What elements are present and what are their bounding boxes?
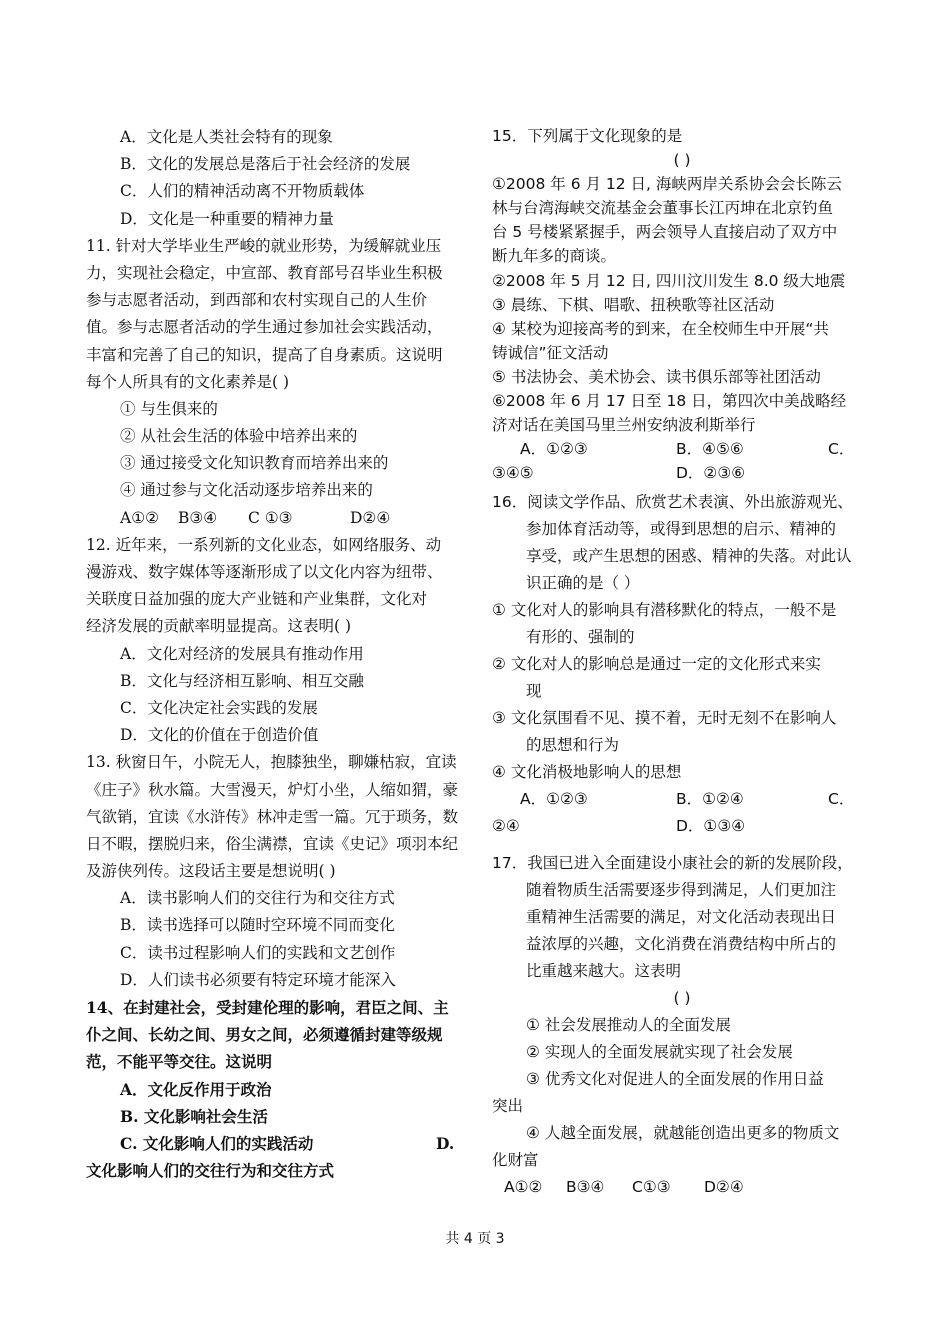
q12-option-b: B．文化与经济相互影响、相互交融 xyxy=(120,671,364,690)
q14-stem-line: 14、在封建社会，受封建伦理的影响，君臣之间、主 xyxy=(86,998,449,1017)
q13-stem-line: 日不暇，摆脱归来，俗尘满襟，宜读《史记》项羽本纪 xyxy=(86,834,459,853)
q12-option-c: C．文化决定社会实践的发展 xyxy=(120,698,318,717)
q13-stem-line: 《庄子》秋水篇。大雪漫天，炉灯小坐，人缩如猬，豪 xyxy=(86,780,459,799)
q12-stem-line: 漫游戏、数字媒体等逐渐形成了以文化内容为纽带、 xyxy=(86,563,443,581)
q15-item-line: 台 5 号楼紧紧握手，两会领导人直接启动了双方中 xyxy=(492,223,838,242)
q17-stem-line: 重精神生活需要的满足，对文化活动表现出日 xyxy=(526,908,837,927)
q10-option-a: A．文化是人类社会特有的现象 xyxy=(120,128,333,146)
q11-item: ② 从社会生活的体验中培养出来的 xyxy=(120,427,358,446)
q11-item: ④ 通过参与文化活动逐步培养出来的 xyxy=(120,481,373,500)
q17-item-1: ① 社会发展推动人的全面发展 xyxy=(526,1016,731,1035)
q17-choice-c: C①③ xyxy=(632,1178,671,1197)
q11-stem-line: 值。参与志愿者活动的学生通过参加社会实践活动， xyxy=(86,318,443,337)
q17-stem-line: 比重越来越大。这表明 xyxy=(526,962,682,981)
q14-option-a: A．文化反作用于政治 xyxy=(120,1079,272,1099)
q17-item-3: ③ 优秀文化对促进人的全面发展的作用日益 xyxy=(526,1070,824,1089)
q12-option-a: A．文化对经济的发展具有推动作用 xyxy=(120,644,364,663)
q15-choice-b: B．④⑤⑥ xyxy=(676,440,744,459)
q16-choice-b: B．①②④ xyxy=(676,790,744,809)
q14-option-cd xyxy=(86,1130,464,1157)
q15-choice-c-cont: ③④⑤ xyxy=(492,464,534,483)
q14-stem-line: 仆之间、长幼之间、男女之间，必须遵循封建等级规 xyxy=(86,1025,443,1045)
q17-item-4-cont: 化财富 xyxy=(492,1151,539,1170)
q13-stem-line: 及游侠列传。这段话主要是想说明( ) xyxy=(86,862,336,881)
q13-option-c: C．读书过程影响人们的实践和文艺创作 xyxy=(120,943,396,962)
right-column xyxy=(492,124,872,1201)
q16-item-2-cont: 现 xyxy=(526,682,542,701)
q12-stem-line: 关联度日益加强的庞大产业链和产业集群，文化对 xyxy=(86,590,428,609)
q13-option-d: D．人们读书必须要有特定环境才能深入 xyxy=(120,970,396,989)
q12-stem-line: 经济发展的贡献率明显提高。这表明( ) xyxy=(86,617,352,636)
q11-choice-a: A①② xyxy=(120,508,159,527)
q17-stem-line: 随着物质生活需要逐步得到满足，人们更加注 xyxy=(526,881,837,900)
q15-item-line: ⑥2008 年 6 月 17 日至 18 日，第四次中美战略经 xyxy=(492,392,847,411)
q14-option-c: C. 文化影响人们的实践活动 xyxy=(120,1133,314,1153)
q16-choices-cont xyxy=(492,813,872,840)
q17-choice-d: D②④ xyxy=(704,1178,744,1197)
q13-option-b: B．读书选择可以随时空环境不同而变化 xyxy=(120,916,395,935)
q10-option-b: B．文化的发展总是落后于社会经济的发展 xyxy=(120,155,411,174)
q17-choice-b: B③④ xyxy=(566,1178,605,1197)
q15-choice-d: D．②③⑥ xyxy=(676,464,746,483)
q11-stem-line: 11. 针对大学毕业生严峻的就业形势，为缓解就业压 xyxy=(86,236,442,255)
q15-item-line: 济对话在美国马里兰州安纳波利斯举行 xyxy=(492,416,756,435)
q11-item: ① 与生俱来的 xyxy=(120,399,218,418)
q16-stem-line: 享受，或产生思想的困惑、精神的失落。对此认 xyxy=(526,547,852,566)
q14-option-d-label: D. xyxy=(436,1133,455,1153)
q16-stem-line: 参加体育活动等，或得到思想的启示、精神的 xyxy=(526,520,837,539)
q15-choices xyxy=(492,437,872,461)
q15-stem: 15．下列属于文化现象的是 xyxy=(492,127,683,145)
q15-item-line: ①2008 年 6 月 12 日, 海峡两岸关系协会会长陈云 xyxy=(492,175,842,194)
q17-answer-paren: ( ) xyxy=(673,989,691,1008)
q15-item-line: 铸诚信”征文活动 xyxy=(492,343,609,362)
q14-stem-line: 范，不能平等交往。这说明 xyxy=(86,1052,273,1072)
q17-choices xyxy=(492,1174,872,1201)
q16-stem-line: 16．阅读文学作品、欣赏艺术表演、外出旅游观光、 xyxy=(492,493,853,512)
q11-stem-line: 力，实现社会稳定，中宣部、教育部号召毕业生积极 xyxy=(86,263,443,282)
q16-choice-c: C． xyxy=(828,790,855,809)
q10-option-d: D．文化是一种重要的精神力量 xyxy=(120,209,334,228)
q16-choices xyxy=(492,786,872,813)
q11-choices xyxy=(86,505,464,532)
q15-answer-paren: ( ) xyxy=(673,151,691,170)
q15-item-line: ⑤ 书法协会、美术协会、读书俱乐部等社团活动 xyxy=(492,367,821,386)
q13-option-a: A．读书影响人们的交往行为和交往方式 xyxy=(120,889,395,908)
q12-option-d: D．文化的价值在于创造价值 xyxy=(120,726,319,745)
q15-item-line: ③ 晨练、下棋、唱歌、扭秧歌等社区活动 xyxy=(492,295,775,314)
q16-choice-a: A．①②③ xyxy=(520,790,588,809)
q13-stem-line: 13. 秋窗日午，小院无人，抱膝独坐，聊嫌枯寂，宜读 xyxy=(86,753,457,772)
q15-choice-c: C． xyxy=(828,440,855,459)
q15-item-line: 林与台湾海峡交流基金会董事长江丙坤在北京钓鱼 xyxy=(492,199,834,218)
q15-choices-cont xyxy=(492,461,872,485)
q16-item-4: ④ 文化消极地影响人的思想 xyxy=(492,763,682,782)
q15-item-line: ②2008 年 5 月 12 日, 四川汶川发生 8.0 级大地震 xyxy=(492,271,846,290)
q15-choice-a: A．①②③ xyxy=(520,440,588,459)
q11-choice-b: B③④ xyxy=(178,508,218,527)
q11-stem-line: 丰富和完善了自己的知识，提高了自身素质。这说明 xyxy=(86,345,443,364)
q13-stem-line: 气欲销，宜读《水浒传》林冲走雪一篇。冗于琐务，数 xyxy=(86,807,459,826)
q17-stem-line: 17．我国已进入全面建设小康社会的新的发展阶段， xyxy=(492,854,853,873)
q17-choice-a: A①② xyxy=(504,1178,543,1197)
q11-choice-d: D②④ xyxy=(350,508,391,527)
q11-choice-c: C ①③ xyxy=(248,508,293,527)
q15-item-line: ④ 某校为迎接高考的到来，在全校师生中开展“共 xyxy=(492,319,829,338)
q16-item-1-cont: 有形的、强制的 xyxy=(526,628,635,647)
q17-item-2: ② 实现人的全面发展就实现了社会发展 xyxy=(526,1043,793,1062)
q16-choice-d: D．①③④ xyxy=(676,817,746,836)
q10-option-c: C．人们的精神活动离不开物质载体 xyxy=(120,182,365,201)
q11-stem-line: 参与志愿者活动，到西部和农村实现自己的人生价 xyxy=(86,291,428,310)
q16-item-1: ① 文化对人的影响具有潜移默化的特点，一般不是 xyxy=(492,601,837,620)
q14-option-b: B. 文化影响社会生活 xyxy=(120,1106,268,1126)
q16-item-3: ③ 文化氛围看不见、摸不着，无时无刻不在影响人 xyxy=(492,709,837,728)
q16-item-3-cont: 的思想和行为 xyxy=(526,736,620,755)
left-column xyxy=(86,124,464,1184)
q17-item-4: ④ 人越全面发展，就越能创造出更多的物质文 xyxy=(526,1124,840,1143)
q15-item-line: 断九年多的商谈。 xyxy=(492,247,617,266)
page-footer: 共 4 页 3 xyxy=(445,1231,505,1247)
q12-stem-line: 12. 近年来，一系列新的文化业态，如网络服务、动 xyxy=(86,535,442,554)
q17-stem-line: 益浓厚的兴趣，文化消费在消费结构中所占的 xyxy=(526,935,837,954)
q16-choice-c-cont: ②④ xyxy=(492,817,520,836)
q11-item: ③ 通过接受文化知识教育而培养出来的 xyxy=(120,454,389,473)
q16-stem-line: 识正确的是（ ） xyxy=(526,574,640,593)
q14-option-d-text: 文化影响人们的交往行为和交往方式 xyxy=(86,1161,335,1181)
q17-item-3-cont: 突出 xyxy=(492,1097,524,1116)
q16-item-2: ② 文化对人的影响总是通过一定的文化形式来实 xyxy=(492,655,821,674)
q11-stem-line: 每个人所具有的文化素养是( ) xyxy=(86,372,290,391)
